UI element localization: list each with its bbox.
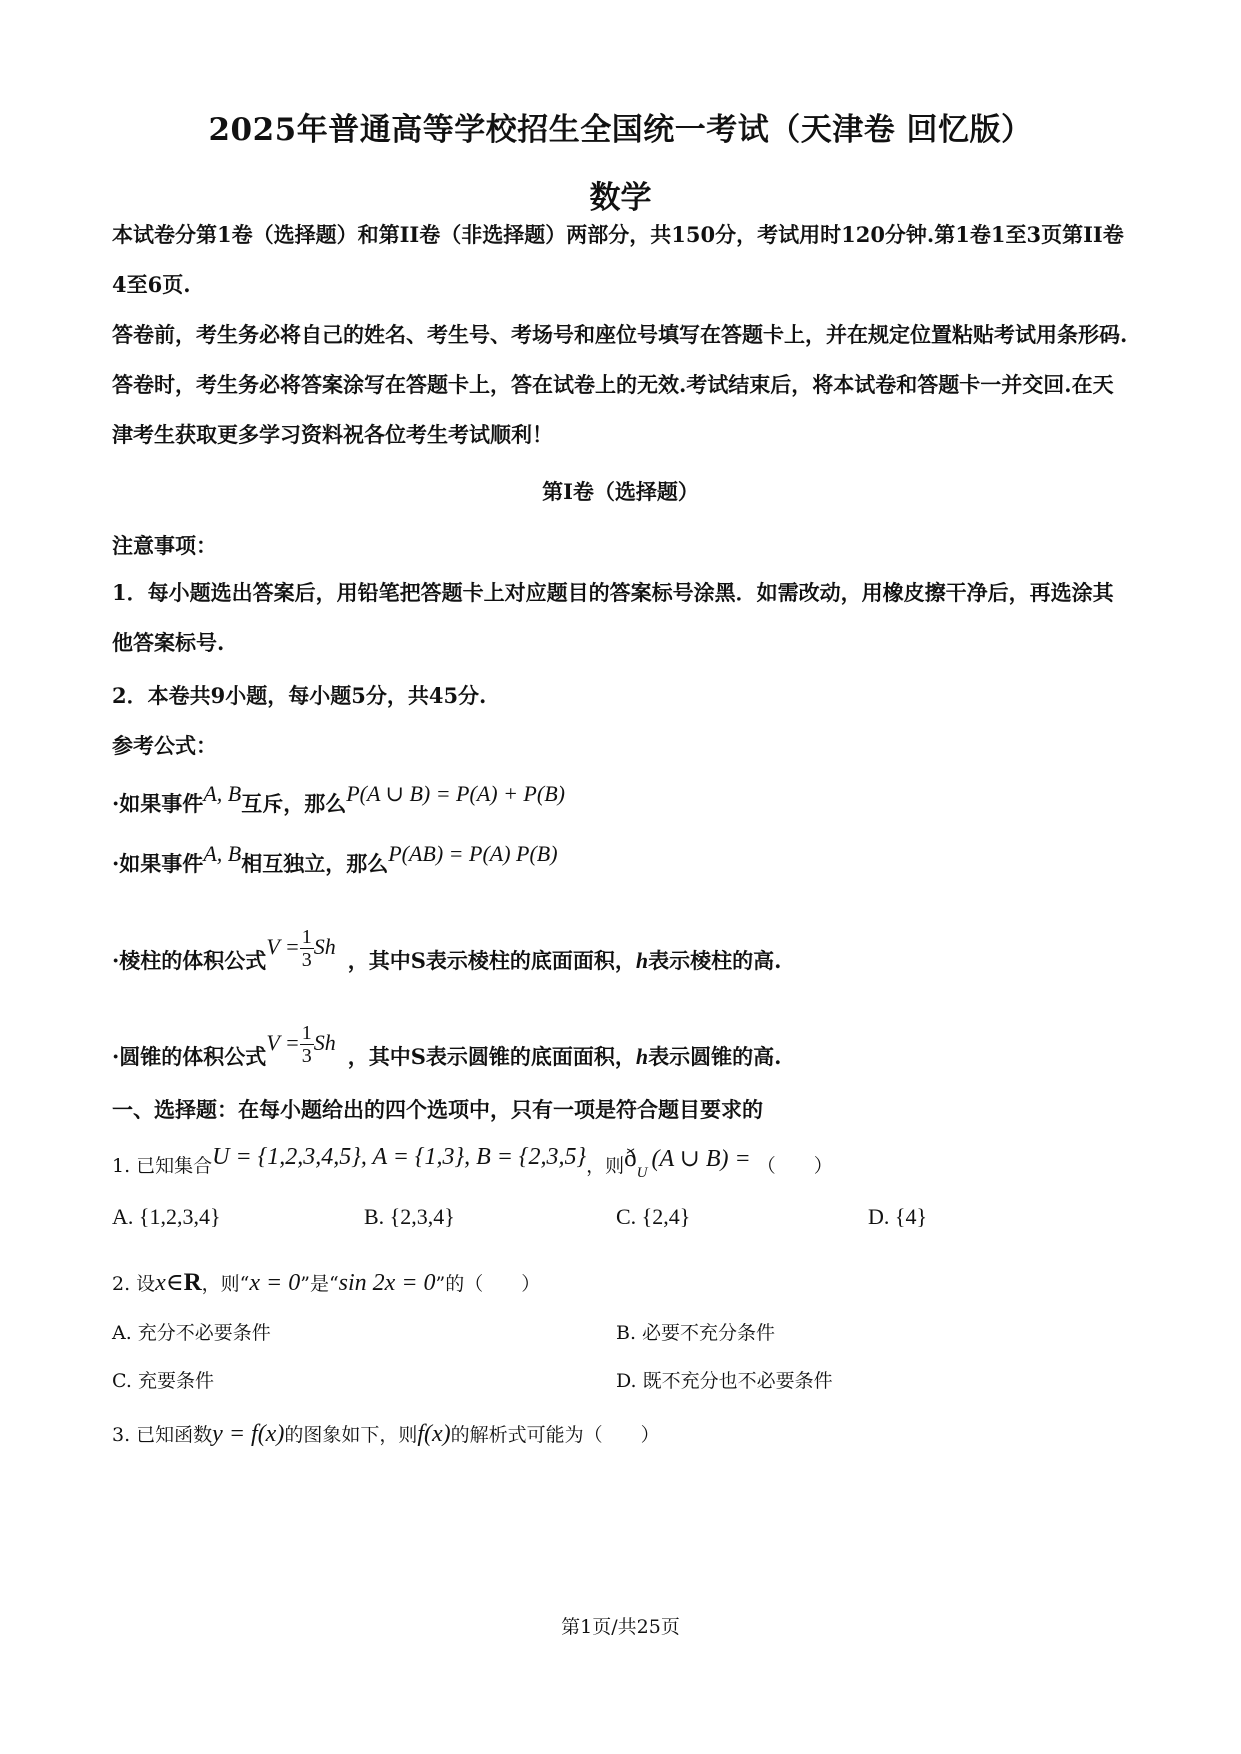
formula-cone-volume: ·圆锥的体积公式V = $\frac{1}{3}$ Sh，其中S表示圆锥的底面面积，h表示圆锥的高. [112, 1022, 782, 1069]
question-2-option-d[interactable]: D. 既不充分也不必要条件 [616, 1370, 833, 1392]
question-1-sets: U = {1,2,3,4,5}, A = {1,3}, B = {2,3,5} [212, 1144, 587, 1170]
formulas-label: 参考公式： [112, 733, 217, 758]
formula-expression: P(A ∪ B) = P(A) + P(B) [346, 781, 565, 806]
notes-label: 注意事项： [112, 533, 217, 558]
formula-events: A, B [203, 781, 242, 806]
page-footer: 第1页/共25页 [561, 1616, 680, 1638]
question-3-stem: 3. 已知函数y = f(x)的图象如下，则f(x)的解析式可能为（ ） [112, 1421, 660, 1447]
formula-prism-volume: ·棱柱的体积公式V = $\frac{1}{3}$ Sh，其中S表示棱柱的底面面积，h表示棱柱的高. [112, 926, 782, 973]
question-1-stem: 1. 已知集合U = {1,2,3,4,5}, A = {1,3}, B = {2,3,5}，则$ð_U(A$ ∪ B) = （ ） [112, 1144, 833, 1181]
intro-paragraph-1: 本试卷分第1卷（选择题）和第II卷（非选择题）两部分，共150分，考试用时120分钟.第1卷1至3页第II卷4至6页. [112, 222, 1124, 297]
exam-title: 2025年普通高等学校招生全国统一考试（天津卷 回忆版） [208, 112, 1033, 148]
note-1: 1．每小题选出答案后，用铅笔把答题卡上对应题目的答案标号涂黑．如需改动，用橡皮擦干净后，再选涂其他答案标号. [112, 580, 1114, 655]
question-2-stem: 2. 设x∈R，则“x = 0”是“sin 2x = 0”的（ ） [112, 1269, 541, 1296]
question-1-option-d[interactable]: D. {4} [868, 1204, 928, 1229]
question-1-option-a[interactable]: A. {1,2,3,4} [112, 1204, 221, 1229]
formula-independent: ·如果事件A, B相互独立，那么P(AB) = P(A) P(B) [112, 841, 558, 876]
fraction: $\frac{1}{3}$ [301, 1022, 312, 1067]
formula-expression: P(AB) = P(A) P(B) [388, 841, 558, 866]
note-2: 2．本卷共9小题，每小题5分，共45分. [112, 683, 487, 708]
question-2-option-a[interactable]: A. 充分不必要条件 [112, 1322, 271, 1344]
section-heading: 第I卷（选择题） [542, 479, 699, 504]
question-2-option-c[interactable]: C. 充要条件 [112, 1370, 214, 1392]
formula-exclusive: ·如果事件A, B互斥，那么P(A ∪ B) = P(A) + P(B) [112, 781, 565, 816]
formula-events: A, B [203, 841, 242, 866]
part1-heading: 一、选择题：在每小题给出的四个选项中，只有一项是符合题目要求的 [112, 1097, 763, 1122]
question-1-option-c[interactable]: C. {2,4} [616, 1204, 691, 1229]
question-2-option-b[interactable]: B. 必要不充分条件 [616, 1322, 776, 1344]
fraction: $\frac{1}{3}$ [301, 926, 312, 971]
subject-title: 数学 [589, 180, 652, 216]
question-1-option-b[interactable]: B. {2,3,4} [364, 1204, 455, 1229]
intro-paragraph-2: 答卷前，考生务必将自己的姓名、考生号、考场号和座位号填写在答题卡上，并在规定位置粘贴考试用条形码.答卷时，考生务必将答案涂写在答题卡上，答在试卷上的无效.考试结束后，将本试卷和答题卡一并交回.在天津考生获取更多学习资料祝各位考生考试顺利！ [112, 322, 1128, 447]
